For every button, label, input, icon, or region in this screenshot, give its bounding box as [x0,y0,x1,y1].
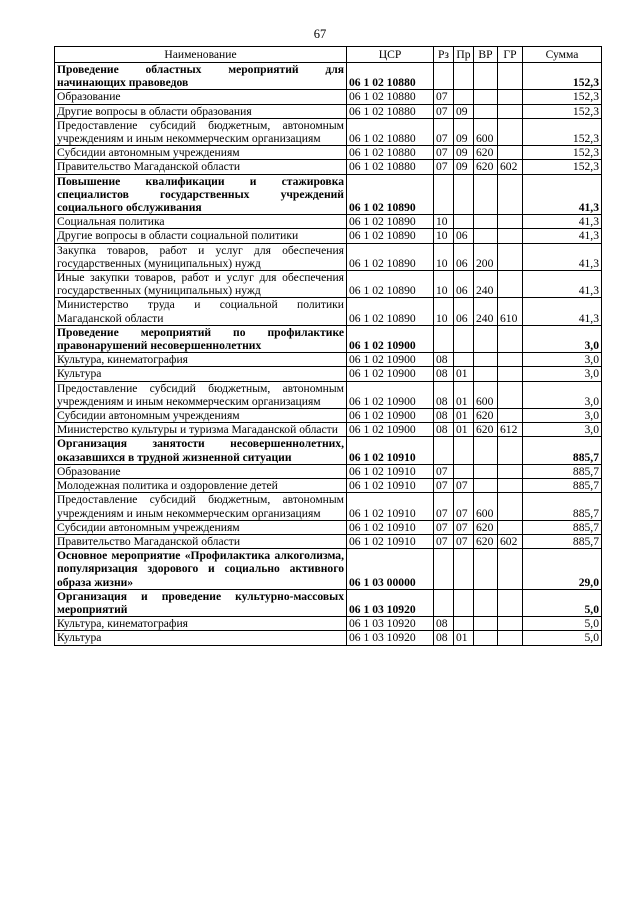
cell-rz: 10 [434,215,454,229]
cell-sum: 3,0 [523,409,602,423]
cell-sum: 41,3 [523,298,602,325]
table-row [55,367,602,381]
cell-rz: 10 [434,243,454,270]
page-number: 67 [313,27,327,41]
cell-gr [498,271,523,298]
cell-gr [498,589,523,616]
cell-sum: 5,0 [523,589,602,616]
header-vr: ВР [474,47,498,63]
cell-rz: 10 [434,298,454,325]
header-name: Наименование [55,47,347,63]
cell-rz: 08 [434,617,454,631]
cell-vr [474,325,498,352]
cell-gr [498,617,523,631]
table-row [55,464,602,478]
table-row [55,353,602,367]
cell-rz: 07 [434,104,454,118]
cell-csr: 06 1 02 10890 [347,243,434,270]
cell-vr [474,617,498,631]
cell-gr [498,493,523,520]
cell-rz: 08 [434,631,454,645]
cell-name: Предоставление субсидий бюджетным, автономным учреждениям и иным некоммерческим организациям [55,118,347,145]
cell-vr [474,589,498,616]
cell-sum: 885,7 [523,479,602,493]
cell-name: Культура, кинематография [55,353,347,367]
cell-rz: 07 [434,464,454,478]
cell-sum: 41,3 [523,243,602,270]
cell-sum: 152,3 [523,63,602,90]
cell-vr [474,174,498,215]
cell-sum: 3,0 [523,325,602,352]
cell-rz: 08 [434,353,454,367]
cell-gr [498,63,523,90]
table-row [55,298,602,325]
cell-vr [474,90,498,104]
cell-name: Основное мероприятие «Профилактика алкоголизма, популяризация здорового и социально активного образа жизни» [55,549,347,590]
cell-gr [498,90,523,104]
table-row [55,229,602,243]
cell-gr [498,146,523,160]
cell-csr: 06 1 02 10890 [347,174,434,215]
cell-name: Молодежная политика и оздоровление детей [55,479,347,493]
header-csr: ЦСР [347,47,434,63]
cell-gr [498,215,523,229]
cell-sum: 3,0 [523,423,602,437]
cell-csr: 06 1 02 10910 [347,437,434,464]
cell-vr [474,63,498,90]
cell-name: Повышение квалификации и стажировка специалистов государственных учреждений социального обслуживания [55,174,347,215]
table-body [55,63,602,646]
cell-gr [498,353,523,367]
cell-name: Предоставление субсидий бюджетным, автономным учреждениям и иным некоммерческим организациям [55,381,347,408]
cell-vr: 240 [474,271,498,298]
cell-name: Закупка товаров, работ и услуг для обеспечения государственных (муниципальных) нужд [55,243,347,270]
cell-rz: 10 [434,229,454,243]
cell-sum: 41,3 [523,271,602,298]
cell-pr [454,353,474,367]
cell-gr [498,104,523,118]
cell-pr: 06 [454,271,474,298]
header-pr: Пр [454,47,474,63]
cell-sum: 885,7 [523,464,602,478]
cell-pr [454,437,474,464]
table-row [55,479,602,493]
cell-vr [474,353,498,367]
cell-sum: 885,7 [523,520,602,534]
cell-name: Организация и проведение культурно-массовых мероприятий [55,589,347,616]
cell-csr: 06 1 02 10900 [347,409,434,423]
cell-csr: 06 1 02 10880 [347,104,434,118]
table-row [55,437,602,464]
table-row [55,409,602,423]
table-row [55,589,602,616]
cell-vr: 620 [474,423,498,437]
cell-rz [434,437,454,464]
cell-csr: 06 1 02 10900 [347,367,434,381]
cell-gr [498,479,523,493]
cell-name: Субсидии автономным учреждениям [55,409,347,423]
table-row [55,243,602,270]
cell-rz: 07 [434,118,454,145]
cell-name: Правительство Магаданской области [55,534,347,548]
cell-gr [498,367,523,381]
cell-vr: 620 [474,146,498,160]
cell-sum: 885,7 [523,534,602,548]
cell-rz [434,549,454,590]
cell-name: Образование [55,464,347,478]
cell-rz [434,589,454,616]
table-row [55,118,602,145]
cell-gr [498,381,523,408]
cell-gr [498,464,523,478]
cell-pr [454,90,474,104]
cell-rz: 07 [434,520,454,534]
cell-sum: 41,3 [523,229,602,243]
header-gr: ГР [498,47,523,63]
cell-csr: 06 1 03 10920 [347,631,434,645]
cell-pr: 09 [454,146,474,160]
cell-name: Социальная политика [55,215,347,229]
cell-rz [434,174,454,215]
table-row [55,534,602,548]
cell-pr: 06 [454,229,474,243]
cell-name: Иные закупки товаров, работ и услуг для обеспечения государственных (муниципальных) нужд [55,271,347,298]
cell-pr: 07 [454,520,474,534]
cell-vr: 620 [474,520,498,534]
cell-sum: 3,0 [523,367,602,381]
cell-vr [474,437,498,464]
cell-csr: 06 1 02 10880 [347,160,434,174]
cell-vr [474,464,498,478]
cell-vr: 620 [474,160,498,174]
cell-csr: 06 1 02 10910 [347,464,434,478]
cell-pr: 09 [454,118,474,145]
cell-pr: 07 [454,479,474,493]
cell-rz: 07 [434,479,454,493]
cell-vr [474,367,498,381]
cell-vr: 600 [474,381,498,408]
cell-gr [498,437,523,464]
budget-table [54,46,602,646]
cell-sum: 152,3 [523,104,602,118]
cell-sum: 152,3 [523,146,602,160]
cell-sum: 885,7 [523,493,602,520]
cell-csr: 06 1 02 10880 [347,90,434,104]
cell-vr [474,215,498,229]
cell-name: Предоставление субсидий бюджетным, автономным учреждениям и иным некоммерческим организациям [55,493,347,520]
table-row [55,174,602,215]
table-row [55,160,602,174]
cell-vr: 620 [474,409,498,423]
cell-gr [498,229,523,243]
cell-csr: 06 1 02 10900 [347,325,434,352]
cell-pr [454,617,474,631]
cell-name: Правительство Магаданской области [55,160,347,174]
cell-pr: 09 [454,104,474,118]
cell-vr: 240 [474,298,498,325]
cell-pr [454,549,474,590]
cell-name: Культура [55,367,347,381]
cell-name: Проведение областных мероприятий для начинающих правоведов [55,63,347,90]
cell-vr [474,631,498,645]
table-row [55,617,602,631]
table-row [55,271,602,298]
cell-rz: 10 [434,271,454,298]
cell-csr: 06 1 02 10910 [347,479,434,493]
cell-name: Культура [55,631,347,645]
cell-csr: 06 1 02 10900 [347,381,434,408]
cell-rz: 07 [434,90,454,104]
cell-gr [498,174,523,215]
cell-pr: 06 [454,298,474,325]
cell-pr: 07 [454,493,474,520]
table-row [55,215,602,229]
cell-vr [474,229,498,243]
cell-gr [498,549,523,590]
cell-pr [454,325,474,352]
cell-csr: 06 1 02 10890 [347,298,434,325]
cell-vr: 600 [474,118,498,145]
cell-name: Субсидии автономным учреждениям [55,146,347,160]
cell-vr: 200 [474,243,498,270]
cell-name: Проведение мероприятий по профилактике правонарушений несовершеннолетних [55,325,347,352]
table-row [55,90,602,104]
cell-pr: 01 [454,409,474,423]
cell-name: Организация занятости несовершеннолетних, оказавшихся в трудной жизненной ситуации [55,437,347,464]
cell-name: Образование [55,90,347,104]
cell-csr: 06 1 02 10880 [347,118,434,145]
cell-pr [454,63,474,90]
cell-rz [434,325,454,352]
cell-gr: 602 [498,160,523,174]
cell-sum: 152,3 [523,160,602,174]
cell-vr [474,104,498,118]
cell-csr: 06 1 03 10920 [347,617,434,631]
cell-csr: 06 1 02 10880 [347,146,434,160]
cell-pr [454,215,474,229]
table-row [55,146,602,160]
cell-csr: 06 1 02 10900 [347,353,434,367]
cell-vr: 620 [474,534,498,548]
cell-vr: 600 [474,493,498,520]
cell-gr [498,631,523,645]
cell-name: Другие вопросы в области социальной политики [55,229,347,243]
cell-sum: 3,0 [523,353,602,367]
cell-csr: 06 1 03 00000 [347,549,434,590]
header-rz: Рз [434,47,454,63]
cell-sum: 5,0 [523,631,602,645]
cell-sum: 152,3 [523,118,602,145]
cell-name: Культура, кинематография [55,617,347,631]
cell-name: Министерство культуры и туризма Магаданской области [55,423,347,437]
table-row [55,63,602,90]
cell-rz: 07 [434,146,454,160]
header-sum: Сумма [523,47,602,63]
cell-gr: 602 [498,534,523,548]
cell-name: Субсидии автономным учреждениям [55,520,347,534]
table-row [55,520,602,534]
cell-name: Другие вопросы в области образования [55,104,347,118]
cell-gr [498,520,523,534]
cell-sum: 5,0 [523,617,602,631]
cell-pr [454,464,474,478]
cell-rz: 07 [434,493,454,520]
table-row [55,423,602,437]
cell-pr: 01 [454,631,474,645]
cell-gr [498,409,523,423]
cell-rz: 08 [434,367,454,381]
cell-sum: 3,0 [523,381,602,408]
cell-csr: 06 1 02 10890 [347,215,434,229]
cell-sum: 41,3 [523,215,602,229]
cell-rz: 08 [434,423,454,437]
cell-csr: 06 1 02 10900 [347,423,434,437]
cell-csr: 06 1 02 10910 [347,520,434,534]
cell-pr: 01 [454,367,474,381]
cell-pr: 01 [454,423,474,437]
cell-pr: 09 [454,160,474,174]
cell-sum: 29,0 [523,549,602,590]
cell-rz: 08 [434,409,454,423]
cell-pr: 06 [454,243,474,270]
cell-pr: 07 [454,534,474,548]
cell-gr [498,243,523,270]
cell-csr: 06 1 02 10910 [347,493,434,520]
cell-rz: 07 [434,160,454,174]
table-row [55,493,602,520]
cell-vr [474,549,498,590]
cell-pr [454,174,474,215]
table-row [55,549,602,590]
cell-gr [498,118,523,145]
cell-gr: 610 [498,298,523,325]
cell-sum: 152,3 [523,90,602,104]
cell-rz: 08 [434,381,454,408]
cell-vr [474,479,498,493]
table-row [55,104,602,118]
cell-csr: 06 1 03 10920 [347,589,434,616]
cell-sum: 885,7 [523,437,602,464]
cell-csr: 06 1 02 10890 [347,271,434,298]
cell-pr: 01 [454,381,474,408]
cell-rz [434,63,454,90]
cell-gr [498,325,523,352]
cell-name: Министерство труда и социальной политики Магаданской области [55,298,347,325]
cell-gr: 612 [498,423,523,437]
table-row [55,631,602,645]
cell-rz: 07 [434,534,454,548]
table-header-row [55,47,602,63]
cell-pr [454,589,474,616]
table-row [55,381,602,408]
table-row [55,325,602,352]
cell-sum: 41,3 [523,174,602,215]
cell-csr: 06 1 02 10890 [347,229,434,243]
cell-csr: 06 1 02 10880 [347,63,434,90]
cell-csr: 06 1 02 10910 [347,534,434,548]
